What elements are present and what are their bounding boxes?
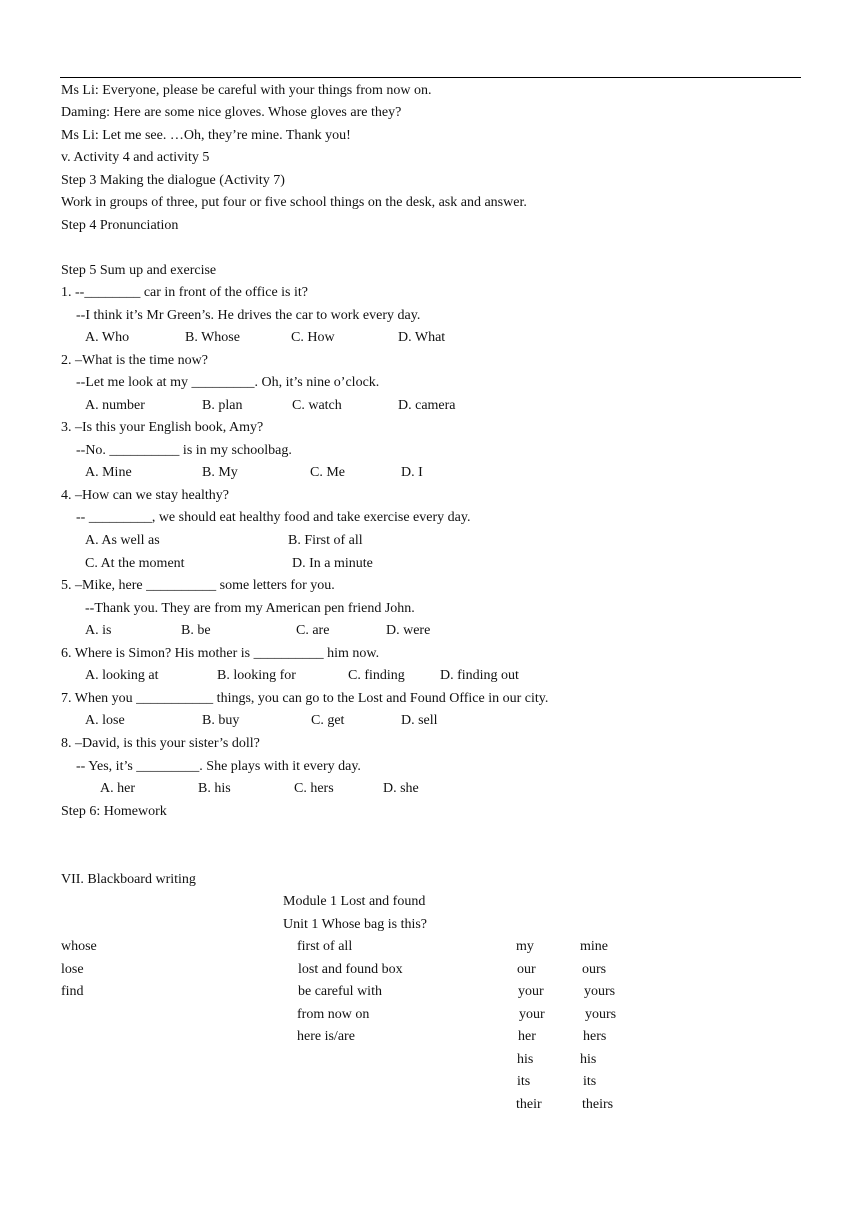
option: B. be [181,623,211,638]
question-text: 6. Where is Simon? His mother is __________ him now. [61,646,380,661]
option: B. plan [202,398,243,413]
pronoun-possessive: mine [580,939,608,954]
option: C. watch [292,398,342,413]
question-answer-line: --Let me look at my _________. Oh, it’s nine o’clock. [76,375,380,390]
question-answer-line: -- _________, we should eat healthy food and take exercise every day. [76,510,471,525]
option: C. finding [348,668,405,683]
pronoun-adjective: your [518,984,544,999]
option: D. I [401,465,423,480]
pronoun-adjective: my [516,939,534,954]
question-text: 7. When you ___________ things, you can go to the Lost and Found Office in our city. [61,691,549,706]
dialogue-line: Ms Li: Let me see. …Oh, they’re mine. Thank you! [61,128,351,143]
question-answer-line: -- Yes, it’s _________. She plays with it every day. [76,759,361,774]
option: B. buy [202,713,240,728]
pronoun-adjective: their [516,1097,542,1112]
pronoun-possessive: ours [582,962,607,977]
option: A. lose [85,713,125,728]
question-text: 1. --________ car in front of the office is it? [61,285,309,300]
option: C. get [311,713,345,728]
vocab-word: lose [61,962,84,977]
option: A. her [100,781,135,796]
option: B. looking for [217,668,296,683]
option: A. is [85,623,112,638]
step-heading: Step 3 Making the dialogue (Activity 7) [61,173,285,188]
pronoun-possessive: hers [583,1029,607,1044]
option: B. Whose [185,330,240,345]
phrase: from now on [297,1007,370,1022]
option: C. are [296,623,330,638]
option: A. number [85,398,145,413]
blackboard-heading: VII. Blackboard writing [61,872,196,887]
pronoun-possessive: theirs [582,1097,614,1112]
question-text: 5. –Mike, here __________ some letters for you. [61,578,335,593]
pronoun-possessive: its [583,1074,597,1089]
option: A. Mine [85,465,132,480]
phrase: lost and found box [298,962,403,977]
option: C. hers [294,781,334,796]
option: D. finding out [440,668,519,683]
question-text: 4. –How can we stay healthy? [61,488,229,503]
option: A. Who [85,330,130,345]
vocab-word: find [61,984,84,999]
step-heading: Step 5 Sum up and exercise [61,263,217,278]
vocab-word: whose [61,939,97,954]
option: D. sell [401,713,438,728]
question-text: 8. –David, is this your sister’s doll? [61,736,260,751]
pronoun-possessive: yours [585,1007,617,1022]
section-line: v. Activity 4 and activity 5 [61,150,210,165]
pronoun-adjective: your [519,1007,545,1022]
pronoun-adjective: his [517,1052,534,1067]
option: D. camera [398,398,456,413]
option: D. she [383,781,419,796]
option: C. At the moment [85,556,185,571]
blackboard-title: Module 1 Lost and found [283,894,426,909]
phrase: here is/are [297,1029,355,1044]
question-answer-line: --I think it’s Mr Green’s. He drives the car to work every day. [76,308,421,323]
option: D. In a minute [292,556,373,571]
option: C. Me [310,465,345,480]
step-heading: Step 4 Pronunciation [61,218,179,233]
option: A. looking at [85,668,159,683]
question-text: 3. –Is this your English book, Amy? [61,420,264,435]
step-heading: Step 6: Homework [61,804,167,819]
option: A. As well as [85,533,160,548]
option: B. his [198,781,231,796]
pronoun-adjective: our [517,962,536,977]
dialogue-line: Daming: Here are some nice gloves. Whose gloves are they? [61,105,402,120]
question-answer-line: --Thank you. They are from my American pen friend John. [85,601,415,616]
option: B. My [202,465,238,480]
option: D. were [386,623,431,638]
header-rule [60,77,801,78]
question-text: 2. –What is the time now? [61,353,208,368]
pronoun-possessive: his [580,1052,597,1067]
question-answer-line: --No. __________ is in my schoolbag. [76,443,292,458]
option: D. What [398,330,446,345]
option: C. How [291,330,335,345]
phrase: be careful with [298,984,382,999]
option: B. First of all [288,533,363,548]
blackboard-subtitle: Unit 1 Whose bag is this? [283,917,428,932]
pronoun-adjective: its [517,1074,531,1089]
pronoun-possessive: yours [584,984,616,999]
instruction-line: Work in groups of three, put four or five school things on the desk, ask and answer. [61,195,527,210]
pronoun-adjective: her [518,1029,536,1044]
dialogue-line: Ms Li: Everyone, please be careful with your things from now on. [61,83,432,98]
phrase: first of all [297,939,353,954]
